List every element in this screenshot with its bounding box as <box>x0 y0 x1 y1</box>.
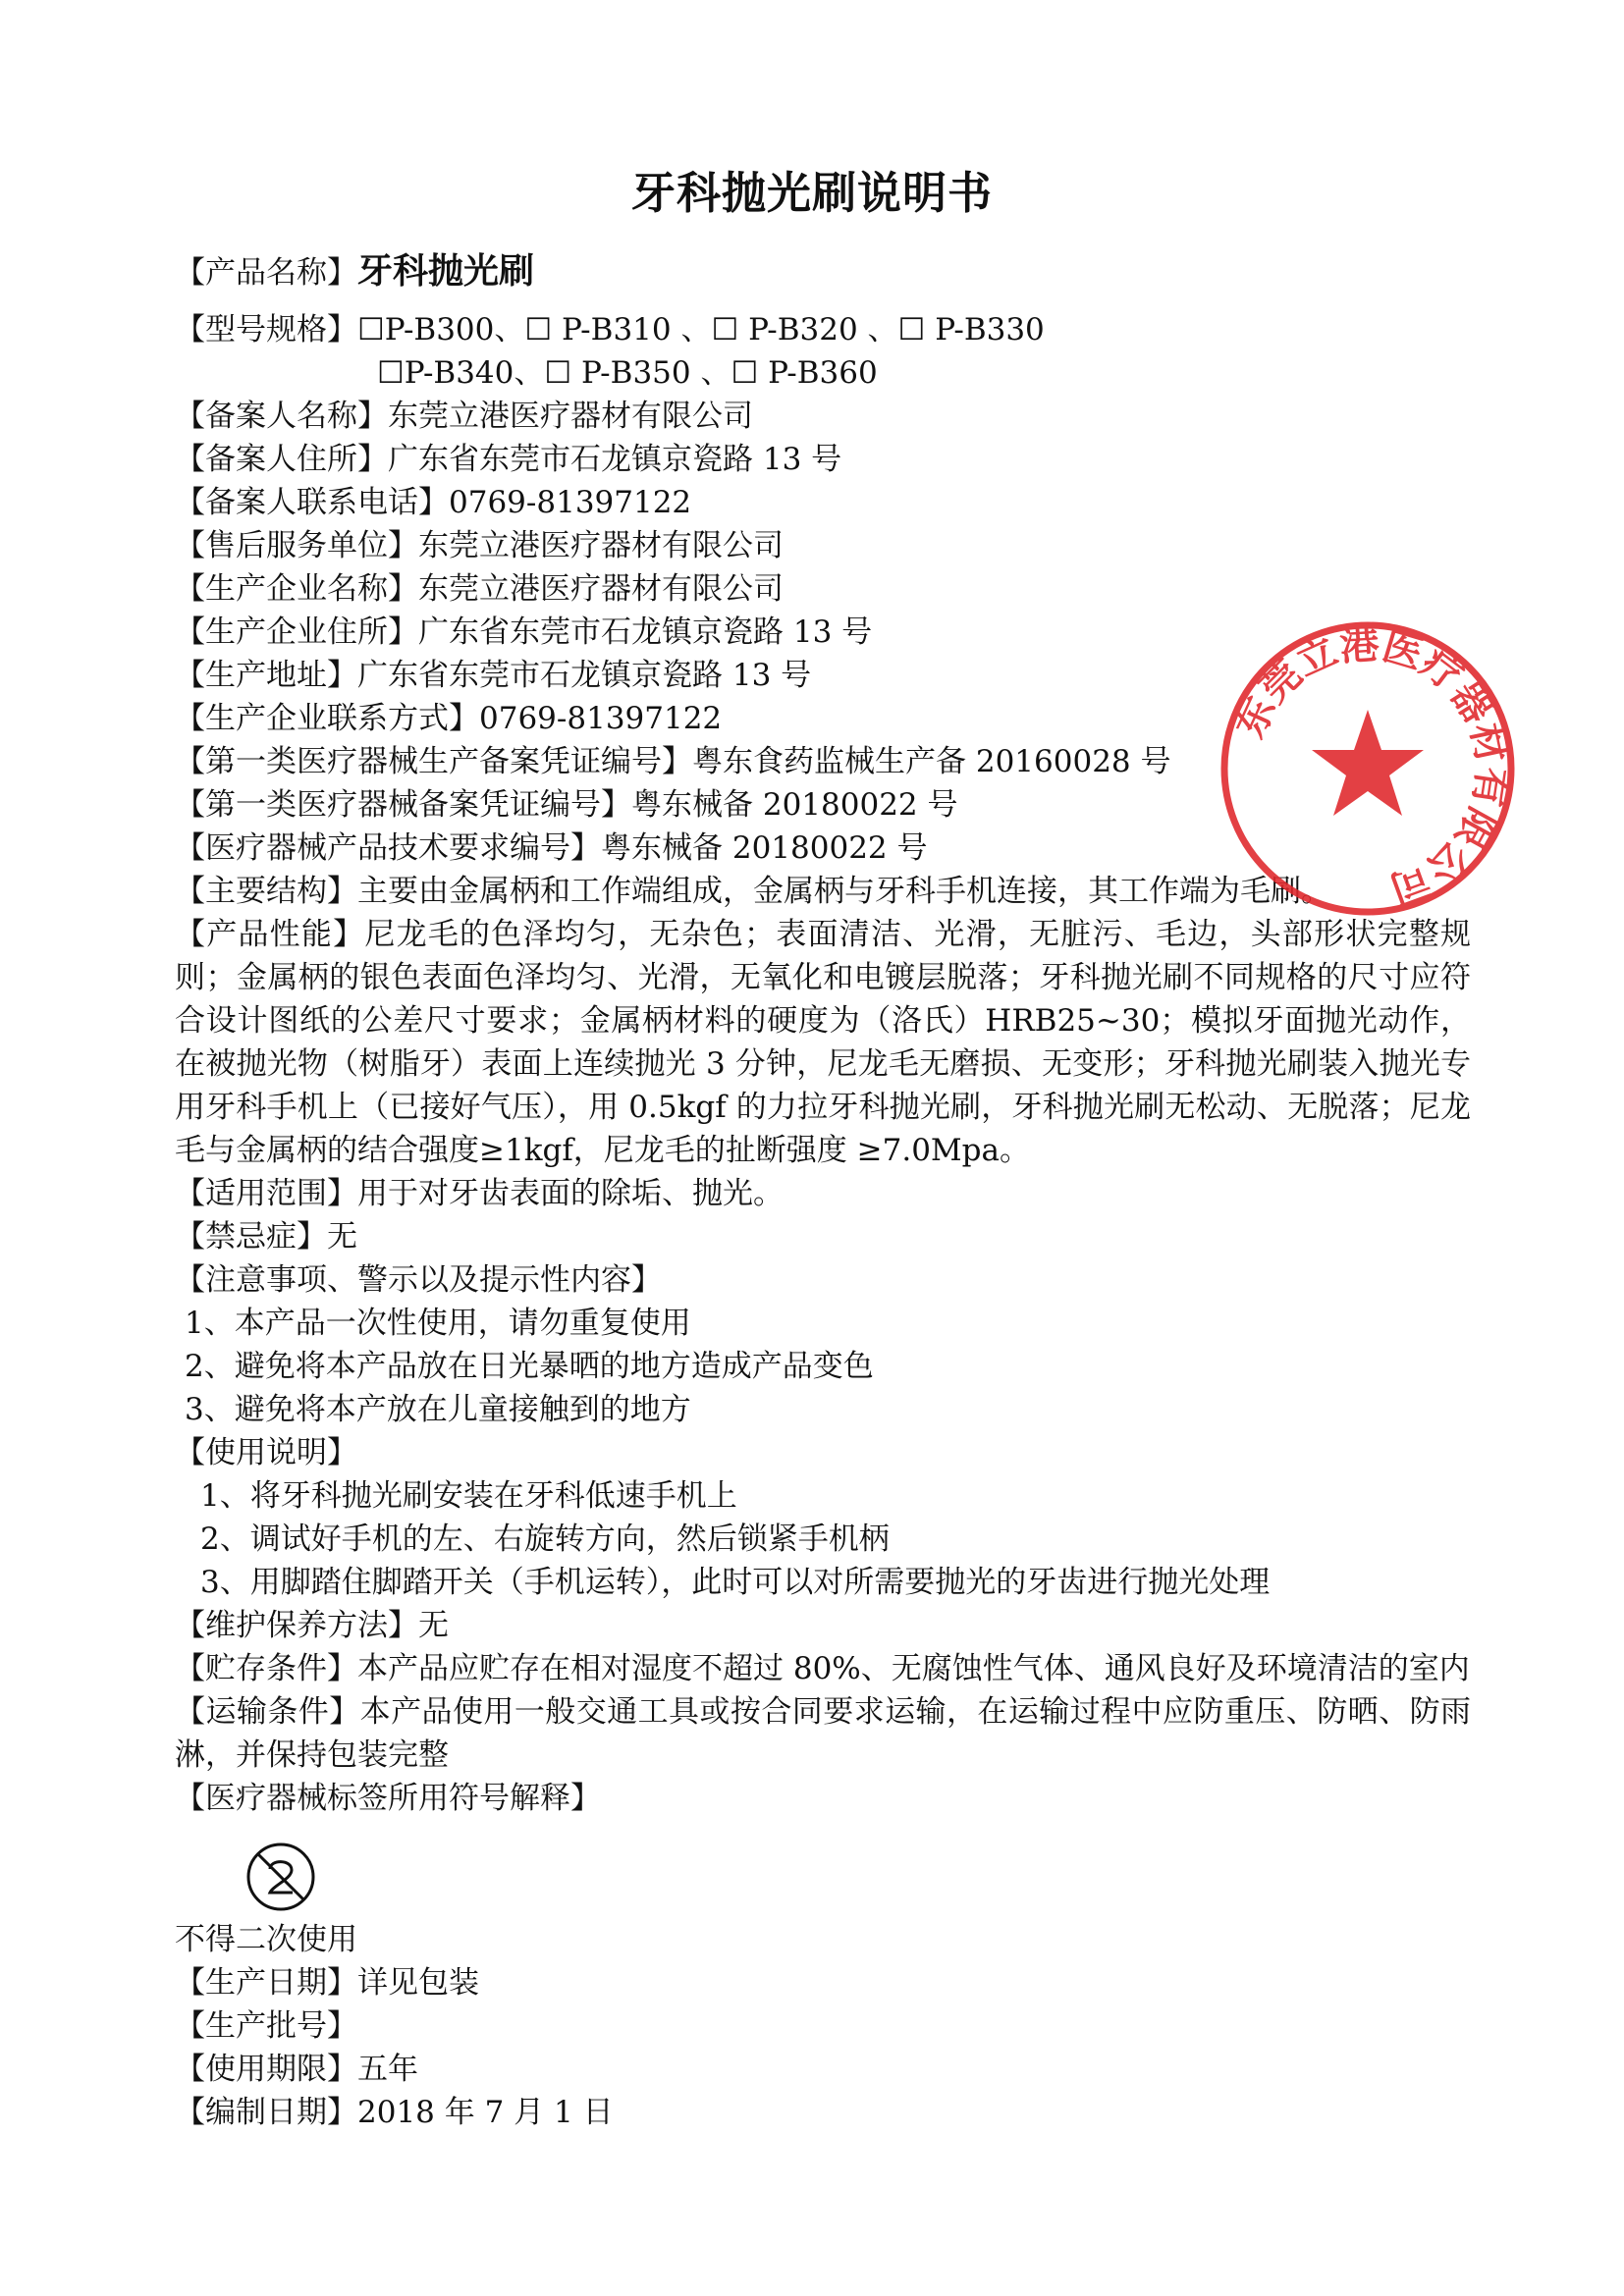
field-value: 2018 年 7 月 1 日 <box>357 2095 614 2130</box>
field-value: 粤东械备 20180022 号 <box>601 830 928 866</box>
precaution-item: 1、本产品一次性使用，请勿重复使用 <box>185 1306 691 1341</box>
seal-star-icon <box>1312 710 1424 816</box>
contraindication-row <box>175 1215 1471 1258</box>
field-label: 【生产批号】 <box>175 2008 357 2044</box>
field-value: 0769-81397122 <box>479 701 723 736</box>
precautions-heading: 【注意事项、警示以及提示性内容】 <box>175 1262 662 1298</box>
product-name-value: 牙科抛光刷 <box>357 251 535 292</box>
symbol-caption: 不得二次使用 <box>175 1922 357 1957</box>
model-row <box>175 308 1471 351</box>
field-label: 【第一类医疗器械备案凭证编号】 <box>175 787 631 823</box>
maintenance-row <box>175 1604 1471 1647</box>
field-value: 详见包装 <box>357 1965 479 2001</box>
production-date-row <box>175 1961 1471 2004</box>
field-value: 广东省东莞市石龙镇京瓷路 13 号 <box>418 614 873 650</box>
performance-label: 【产品性能】 <box>175 917 365 952</box>
compile-date-row <box>175 2091 1471 2134</box>
field-registrant-phone <box>175 481 1471 524</box>
field-label: 【编制日期】 <box>175 2095 357 2130</box>
scope-value: 用于对牙齿表面的除垢、抛光。 <box>357 1176 784 1211</box>
usage-heading: 【使用说明】 <box>175 1435 357 1470</box>
field-label: 【使用期限】 <box>175 2052 357 2087</box>
field-value: 广东省东莞市石龙镇京瓷路 13 号 <box>357 658 812 693</box>
page-title: 牙科抛光刷说明书 <box>630 167 993 219</box>
model-line-2: ☐P-B340、☐ P-B350 、☐ P-B360 <box>377 355 878 391</box>
field-registrant-name <box>175 395 1471 438</box>
field-label: 【生产企业联系方式】 <box>175 701 479 736</box>
usage-item: 1、将牙科抛光刷安装在牙科低速手机上 <box>200 1478 737 1514</box>
storage-label: 【贮存条件】 <box>175 1651 357 1686</box>
field-label: 【备案人住所】 <box>175 442 388 477</box>
field-value: 主要由金属柄和工作端组成，金属柄与牙科手机连接，其工作端为毛刷。 <box>357 874 1331 909</box>
performance-text: 尼龙毛的色泽均匀，无杂色；表面清洁、光滑，无脏污、毛边，头部形状完整规则；金属柄的银色表面色泽均匀、光滑，无氧化和电镀层脱落；牙科抛光刷不同规格的尺寸应符合设计图纸的公差尺寸要求；金属柄材料的硬度为（洛氏）HRB25~30；模拟牙面抛光动作，在被抛光物（树脂牙）表面上连续抛光 3 分钟，尼龙毛无磨损、无变形；牙科抛光刷装入抛光专用牙科手机上（已接好气压），用 0.5kgf 的力拉牙科抛光刷，牙科抛光刷无松动、无脱落；尼龙毛与金属柄的结合强度≥1kgf，尼龙毛的扯断强度 ≥7.0Mpa。 <box>175 917 1472 1168</box>
field-label: 【第一类医疗器械生产备案凭证编号】 <box>175 744 692 779</box>
storage-paragraph <box>175 1647 1471 1690</box>
field-value: 东莞立港医疗器材有限公司 <box>418 571 784 607</box>
maintenance-label: 【维护保养方法】 <box>175 1608 418 1643</box>
field-label: 【生产企业住所】 <box>175 614 418 650</box>
transport-paragraph <box>175 1690 1471 1777</box>
contraindication-label: 【禁忌症】 <box>175 1219 327 1255</box>
contraindication-value: 无 <box>327 1219 357 1255</box>
symbols-heading: 【医疗器械标签所用符号解释】 <box>175 1781 601 1816</box>
seal-text: 东莞立港医疗器材有限公司 <box>1227 621 1515 912</box>
symbol-area <box>175 1820 1471 1918</box>
usage-item: 2、调试好手机的左、右旋转方向，然后锁紧手机柄 <box>200 1522 890 1557</box>
field-after-sales <box>175 524 1471 567</box>
field-value: 广东省东莞市石龙镇京瓷路 13 号 <box>388 442 842 477</box>
scope-row <box>175 1172 1471 1215</box>
field-label: 【备案人联系电话】 <box>175 485 449 520</box>
field-value: 东莞立港医疗器材有限公司 <box>418 528 784 563</box>
field-value: 0769-81397122 <box>449 485 692 520</box>
field-label: 【生产日期】 <box>175 1965 357 2001</box>
field-label: 【医疗器械产品技术要求编号】 <box>175 830 601 866</box>
do-not-reuse-icon <box>244 1840 318 1914</box>
batch-number-row <box>175 2004 1471 2048</box>
field-label: 【主要结构】 <box>175 874 357 909</box>
validity-row <box>175 2048 1471 2091</box>
precaution-item: 3、避免将本产放在儿童接触到的地方 <box>185 1392 691 1427</box>
field-label: 【生产企业名称】 <box>175 571 418 607</box>
field-label: 【生产地址】 <box>175 658 357 693</box>
field-label: 【备案人名称】 <box>175 399 388 434</box>
transport-text: 本产品使用一般交通工具或按合同要求运输，在运输过程中应防重压、防晒、防雨淋，并保持包装完整 <box>175 1694 1472 1773</box>
usage-item: 3、用脚踏住脚踏开关（手机运转），此时可以对所需要抛光的牙齿进行抛光处理 <box>200 1565 1271 1600</box>
field-value: 五年 <box>357 2052 418 2087</box>
storage-text: 本产品应贮存在相对湿度不超过 80%、无腐蚀性气体、通风良好及环境清洁的室内 <box>357 1651 1470 1686</box>
field-registrant-address <box>175 438 1471 481</box>
product-name-row <box>175 250 1471 294</box>
field-value: 粤东械备 20180022 号 <box>631 787 958 823</box>
transport-label: 【运输条件】 <box>175 1694 360 1730</box>
document-body <box>175 250 1471 2134</box>
maintenance-value: 无 <box>418 1608 449 1643</box>
field-manufacturer-name <box>175 567 1471 611</box>
scope-label: 【适用范围】 <box>175 1176 357 1211</box>
model-line-1: ☐P-B300、☐ P-B310 、☐ P-B320 、☐ P-B330 <box>357 312 1045 347</box>
performance-paragraph <box>175 913 1471 1172</box>
field-value: 东莞立港医疗器材有限公司 <box>388 399 753 434</box>
model-label: 【型号规格】 <box>175 312 357 347</box>
model-row-2 <box>175 351 1471 395</box>
field-value: 粤东食药监械生产备 20160028 号 <box>692 744 1171 779</box>
precaution-item: 2、避免将本产品放在日光暴晒的地方造成产品变色 <box>185 1349 874 1384</box>
field-label: 【售后服务单位】 <box>175 528 418 563</box>
company-seal <box>1216 616 1520 921</box>
product-name-label: 【产品名称】 <box>175 255 357 291</box>
